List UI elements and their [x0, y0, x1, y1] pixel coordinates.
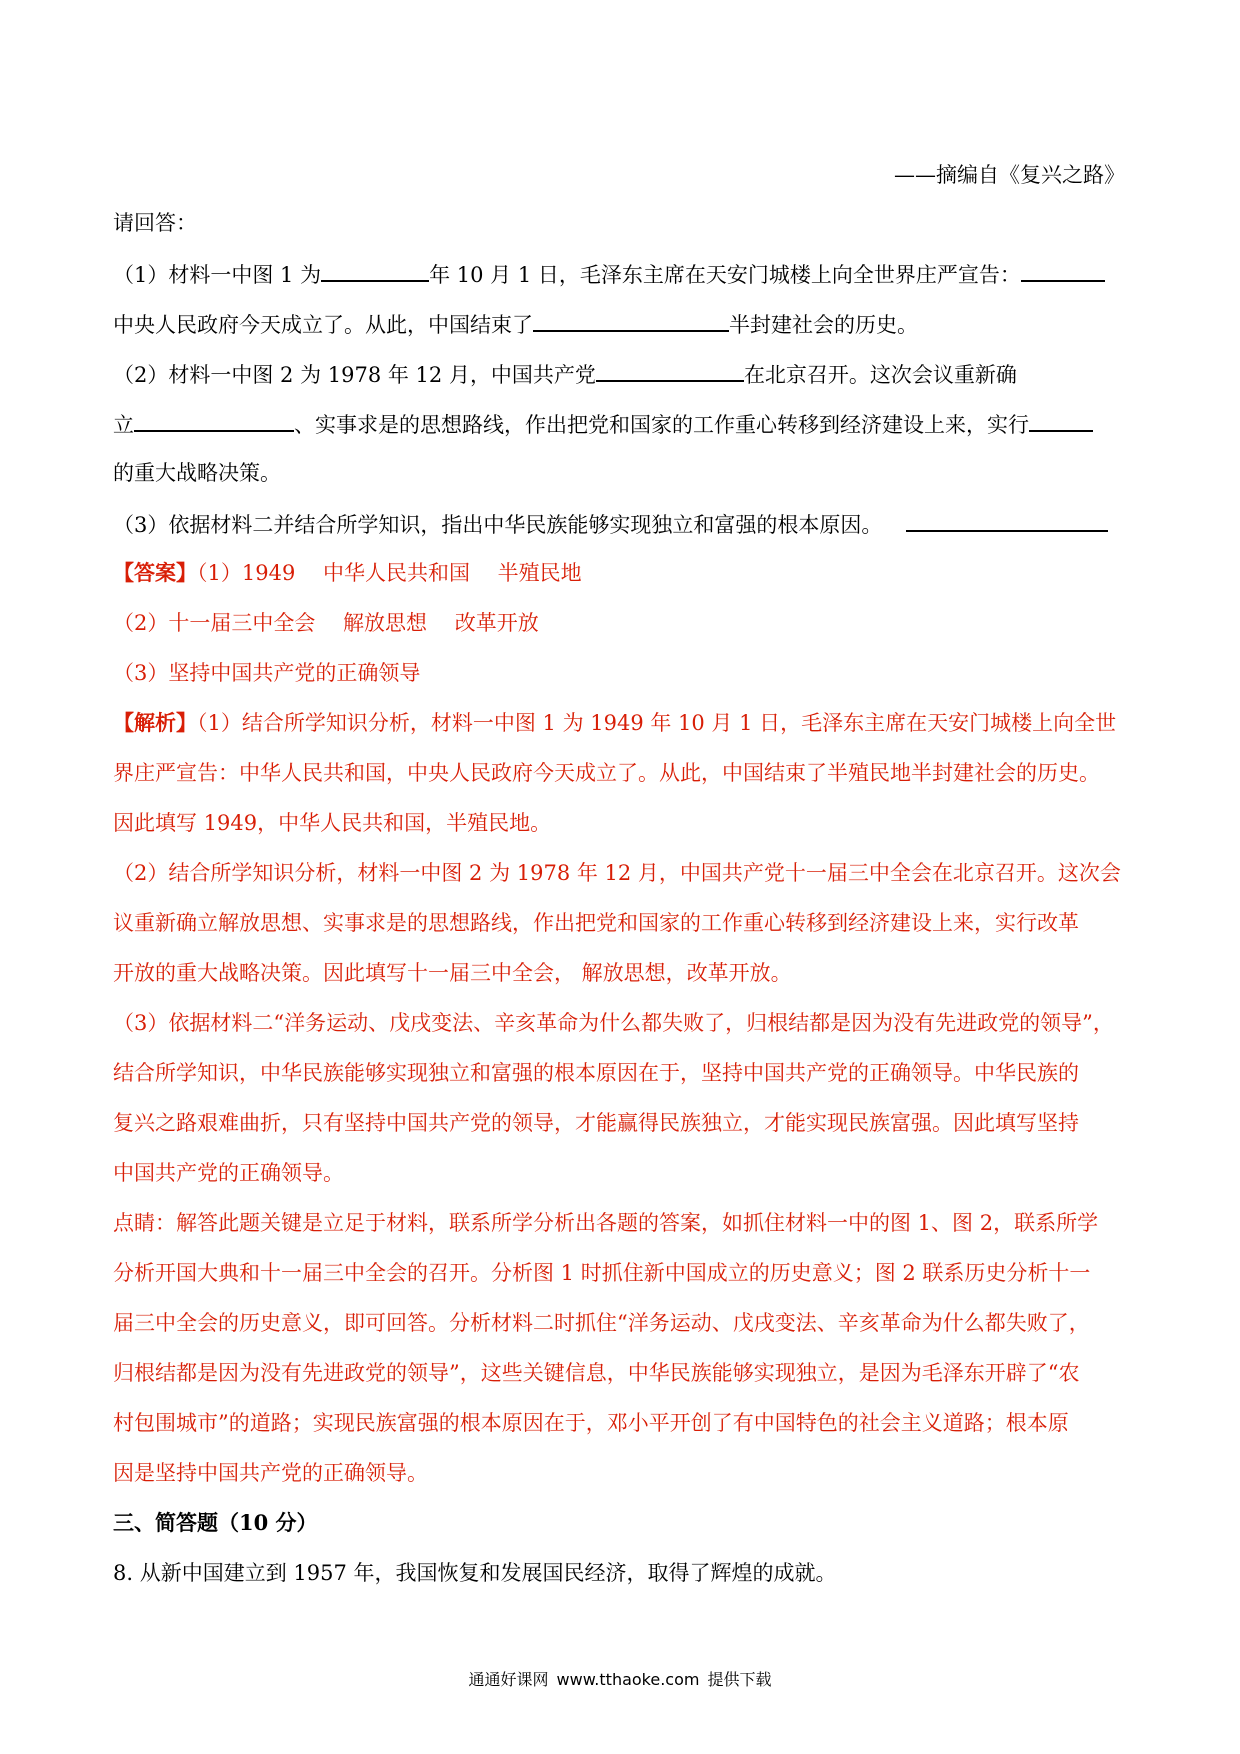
tip-line-5: 村包围城市”的道路；实现民族富强的根本原因在于，邓小平开创了有中国特色的社会主义道路；根本原 — [113, 1411, 1069, 1435]
source-citation: ——摘编自《复兴之路》 — [894, 163, 1125, 187]
analysis-p1-line-2: 界庄严宣告：中华人民共和国，中央人民政府今天成立了。从此，中国结束了半殖民地半封建社会的历史。 — [113, 761, 1100, 785]
question-3-line — [113, 508, 1133, 540]
analysis-p3-line-1: （3）依据材料二“洋务运动、戊戌变法、辛亥革命为什么都失败了，归根结都是因为没有先进政党的领导”， — [113, 1011, 1114, 1035]
tip-line-2: 分析开国大典和十一届三中全会的召开。分析图 1 时抓住新中国成立的历史意义；图 2 联系历史分析十一 — [113, 1261, 1091, 1285]
analysis-p1-text-1: （1）结合所学知识分析，材料一中图 1 为 1949 年 10 月 1 日，毛泽东主席在天安门城楼上向全世 — [197, 711, 1117, 735]
footer-url[interactable]: www.tthaoke.com — [556, 1670, 700, 1689]
answer-line-3: （3）坚持中国共产党的正确领导 — [113, 661, 421, 685]
answer-line-1 — [113, 558, 1133, 588]
q2-text-a: （2）材料一中图 2 为 1978 年 12 月，中国共产党 — [113, 363, 596, 387]
q1-text-d: 半封建社会的历史。 — [729, 313, 918, 337]
question-1-line-2 — [113, 308, 1133, 340]
question-2-line-2 — [113, 408, 1133, 440]
tip-line-1: 点睛：解答此题关键是立足于材料，联系所学分析出各题的答案，如抓住材料一中的图 1、图 2，联系所学 — [113, 1211, 1099, 1235]
footer-tail: 提供下载 — [707, 1670, 772, 1689]
q2-text-d: 、实事求是的思想路线，作出把党和国家的工作重心转移到经济建设上来，实行 — [294, 413, 1029, 437]
analysis-p3-line-3: 复兴之路艰难曲折，只有坚持中国共产党的领导，才能赢得民族独立，才能实现民族富强。因此填写坚持 — [113, 1111, 1079, 1135]
analysis-p1-line-3: 因此填写 1949，中华人民共和国，半殖民地。 — [113, 811, 552, 835]
q2-blank-thought — [134, 408, 294, 432]
q2-blank-meeting — [596, 358, 744, 382]
q3-text: （3）依据材料二并结合所学知识，指出中华民族能够实现独立和富强的根本原因。 — [113, 513, 883, 537]
q1-blank-country — [1021, 258, 1105, 282]
page-footer — [0, 1668, 1240, 1692]
analysis-p2-line-1: （2）结合所学知识分析，材料一中图 2 为 1978 年 12 月，中国共产党十一届三中全会在北京召开。这次会 — [113, 861, 1121, 885]
q1-text-b: 年 10 月 1 日，毛泽东主席在天安门城楼上向全世界庄严宣告： — [429, 263, 1021, 287]
analysis-p2-line-2: 议重新确立解放思想、实事求是的思想路线，作出把党和国家的工作重心转移到经济建设上来，实行改革 — [113, 911, 1079, 935]
tip-line-4: 归根结都是因为没有先进政党的领导”，这些关键信息，中华民族能够实现独立，是因为毛泽东开辟了“农 — [113, 1361, 1080, 1385]
analysis-p3-line-2: 结合所学知识，中华民族能够实现独立和富强的根本原因在于，坚持中国共产党的正确领导。中华民族的 — [113, 1061, 1079, 1085]
answer-label: 【答案】 — [113, 560, 197, 585]
question-2-line-3: 的重大战略决策。 — [113, 461, 281, 485]
q2-blank-policy — [1029, 408, 1093, 432]
q1-text-a: （1）材料一中图 1 为 — [113, 263, 322, 287]
analysis-p2-line-3: 开放的重大战略决策。因此填写十一届三中全会， 解放思想，改革开放。 — [113, 961, 792, 985]
tip-line-3: 届三中全会的历史意义，即可回答。分析材料二时抓住“洋务运动、戊戌变法、辛亥革命为什么都失败了， — [113, 1311, 1090, 1335]
question-8: 8. 从新中国建立到 1957 年，我国恢复和发展国民经济，取得了辉煌的成就。 — [113, 1561, 837, 1585]
q1-blank-society — [533, 308, 729, 332]
section-3-heading: 三、简答题（10 分） — [113, 1510, 318, 1535]
q1-blank-year — [321, 258, 429, 282]
q1-text-c: 中央人民政府今天成立了。从此，中国结束了 — [113, 313, 533, 337]
q3-blank-answer — [906, 508, 1108, 532]
analysis-p3-line-4: 中国共产党的正确领导。 — [113, 1161, 344, 1185]
analysis-label: 【解析】 — [113, 710, 197, 735]
question-2-line-1 — [113, 358, 1133, 390]
footer-site-name: 通通好课网 — [468, 1670, 549, 1689]
prompt-text: 请回答： — [113, 211, 197, 235]
tip-line-6: 因是坚持中国共产党的正确领导。 — [113, 1461, 428, 1485]
q2-text-c: 立 — [113, 413, 134, 437]
answer-line-2: （2）十一届三中全会 解放思想 改革开放 — [113, 611, 539, 635]
q2-text-b: 在北京召开。这次会议重新确 — [743, 363, 1017, 387]
answer-text-1: （1）1949 中华人民共和国 半殖民地 — [197, 561, 582, 585]
analysis-p1-line-1 — [113, 708, 1133, 738]
question-1-line-1 — [113, 258, 1133, 290]
